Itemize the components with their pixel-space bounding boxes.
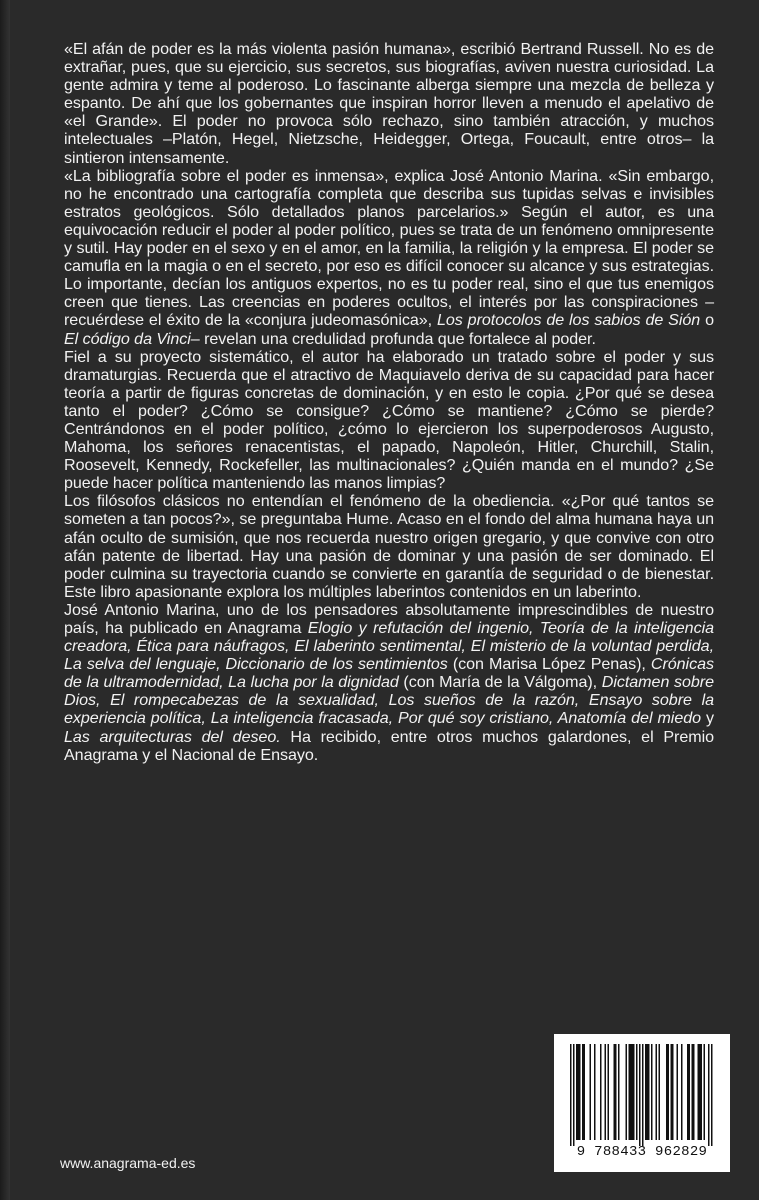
barcode-bar — [647, 1044, 649, 1140]
italic-title-text: Elogio y refutación del ingenio, Teoría de la inteligencia creadora, Ética para náufragos, El laberinto sentimental, El misterio de la voluntad perdida, La selva del lenguaje, Diccionario de los sentimientos — [64, 619, 714, 674]
paragraph-text: Los filósofos clásicos no entendían el fenómeno de la obediencia. «¿Por qué tantos se someten a tan pocos?», se preguntaba Hume. Acaso en el fondo del alma humana haya un afán oculto de sumisión, que nos recuerda nuestro origen gregario, y que convive con otro afán patente de libertad. Hay una pasión de dominar y una pasión de ser dominado. El poder culmina su trayectoria cuando se convierte en garantía de seguridad o de bienestar. Este libro apasionante explora los múltiples laberintos contenidos en un laberinto. — [64, 492, 714, 601]
barcode-bar — [570, 1044, 572, 1146]
barcode-bar — [648, 1044, 650, 1140]
paragraph-text: (con María de la Válgoma), — [398, 673, 602, 692]
paragraph-text: (con Marisa López Penas), — [447, 655, 651, 674]
barcode-bar — [579, 1044, 581, 1140]
barcode-bar — [708, 1044, 710, 1146]
barcode-bar — [699, 1044, 701, 1140]
barcode-bar — [681, 1044, 683, 1140]
barcode-bar — [632, 1044, 634, 1140]
barcode-bar — [692, 1044, 694, 1140]
barcode-bar — [582, 1044, 584, 1140]
barcode-bar — [608, 1044, 610, 1140]
barcode-bar — [633, 1044, 635, 1140]
barcode-bar — [687, 1044, 689, 1140]
barcode-bar — [594, 1044, 596, 1140]
barcode-bar — [656, 1044, 658, 1140]
publisher-website[interactable]: www.anagrama-ed.es — [60, 1155, 196, 1171]
blurb-paragraph — [64, 492, 714, 601]
paragraph-text: José Antonio Marina, uno de los pensadores absolutamente imprescindibles de nuestro país, ha publicado en Anagrama — [64, 600, 714, 637]
barcode-bar — [689, 1044, 691, 1140]
paragraph-text: «La bibliografía sobre el poder es inmensa», explica José Antonio Marina. «Sin embargo, no he encontrado una cartografía completa que describa sus tupidas selvas e invisibles estratos geológicos. Sólo detallados planos parcelarios.» Según el autor, es una equivocación reducir el poder al poder político, pues se trata de un fenómeno omnipresente y sutil. Hay poder en el sexo y en el amor, en la familia, la religión y la empresa. El poder se camufla en la magia o en el secreto, por eso es difícil conocer su alcance y sus estrategias. Lo importante, decían los antiguos expertos, no es tu poder real, sino el que tus enemigos creen que tienes. Las creencias en poderes ocultos, el interés por las conspiraciones –recuérdese el éxito de la «conjura judeomasónica», — [64, 166, 714, 330]
barcode-bar — [645, 1044, 647, 1140]
barcode-bar — [629, 1044, 631, 1140]
barcode-bar — [615, 1044, 617, 1140]
spine-edge — [0, 0, 10, 1200]
barcode-bar — [642, 1044, 644, 1146]
italic-title-text: Las arquitecturas del deseo. — [64, 727, 281, 746]
italic-title-text: El código da Vinci — [64, 329, 191, 348]
barcode-bar — [672, 1044, 674, 1140]
paragraph-text: y — [701, 709, 715, 728]
barcode-bar — [576, 1044, 578, 1140]
barcode-bar — [701, 1044, 703, 1140]
barcode-bar — [605, 1044, 607, 1140]
barcode-bar — [671, 1044, 673, 1140]
paragraph-text: – revelan una credulidad profunda que fortalece al poder. — [190, 329, 596, 348]
barcode-bar — [590, 1044, 592, 1140]
isbn-barcode — [554, 1034, 730, 1172]
barcode-bar — [636, 1044, 638, 1140]
barcode-bar — [573, 1044, 575, 1146]
blurb-paragraph — [64, 40, 714, 167]
blurb-paragraph — [64, 601, 714, 764]
barcode-bar — [677, 1044, 679, 1140]
barcode-bar — [711, 1044, 713, 1146]
barcode-bar — [659, 1044, 661, 1140]
italic-title-text: Los protocolos de los sabios de Sión — [436, 311, 701, 330]
barcode-bar — [693, 1044, 695, 1140]
barcode-bars — [554, 1034, 730, 1146]
italic-title-text: Dictamen sobre Dios, El rompecabezas de la sexualidad, Los sueños de la razón, Ensayo sobre la experiencia política, La inteligencia fracasada, Por qué soy cristiano, Anatomía del miedo — [64, 673, 714, 728]
barcode-bar — [614, 1044, 616, 1140]
blurb-text — [64, 40, 714, 764]
paragraph-text: «El afán de poder es la más violenta pasión humana», escribió Bertrand Russell. No es de extrañar, pues, que su ejercicio, sus secretos, sus biografías, aviven nuestra curiosidad. La gente admira y teme al poderoso. Lo fascinante alberga siempre una mezcla de belleza y espanto. De ahí que los gobernantes que inspiran horror lleven a menudo el apelativo de «el Grande». El poder no provoca sólo rechazo, sino también atracción, y muchos intelectuales –Platón, Hegel, Nietzsche, Heidegger, Ortega, Foucault, entre otros– la sintieron intensamente. — [64, 40, 714, 167]
barcode-digits: 9 788433 962829 — [576, 1144, 708, 1160]
barcode-bar — [666, 1044, 668, 1140]
barcode-bar — [639, 1044, 641, 1146]
paragraph-text: Fiel a su proyecto sistemático, el autor ha elaborado un tratado sobre el poder y sus dramaturgias. Recuerda que el atractivo de Maquiavelo deriva de su capacidad para hacer teoría a partir de figuras concretas de dominación, y en esto le copia. ¿Por qué se desea tanto el poder? ¿Cómo se consigue? ¿Cómo se mantiene? ¿Cómo se pierde? Centrándonos en el poder político, ¿cómo lo ejercieron los superpoderosos Augusto, Mahoma, los señores renacentistas, el papado, Napoleón, Hitler, Churchill, Stalin, Roosevelt, Kennedy, Rockefeller, las multinacionales? ¿Quién manda en el mundo? ¿Se puede hacer política manteniendo las manos limpias? — [64, 347, 714, 493]
barcode-bar — [651, 1044, 653, 1140]
italic-title-text: Crónicas de la ultramodernidad, La lucha por la dignidad — [64, 655, 714, 692]
barcode-bar — [578, 1044, 580, 1140]
blurb-paragraph — [64, 167, 714, 348]
barcode-bar — [600, 1044, 602, 1140]
barcode-bar — [698, 1044, 700, 1140]
paragraph-text: o — [700, 311, 714, 330]
paragraph-text: Ha recibido, entre otros muchos galardones, el Premio Anagrama y el Nacional de Ensayo. — [64, 727, 714, 764]
barcode-bar — [630, 1044, 632, 1140]
barcode-bar — [704, 1044, 706, 1140]
barcode-bar — [626, 1044, 628, 1140]
barcode-bar — [618, 1044, 620, 1140]
blurb-paragraph — [64, 348, 714, 493]
barcode-bar — [584, 1044, 586, 1140]
barcode-bar — [668, 1044, 670, 1140]
